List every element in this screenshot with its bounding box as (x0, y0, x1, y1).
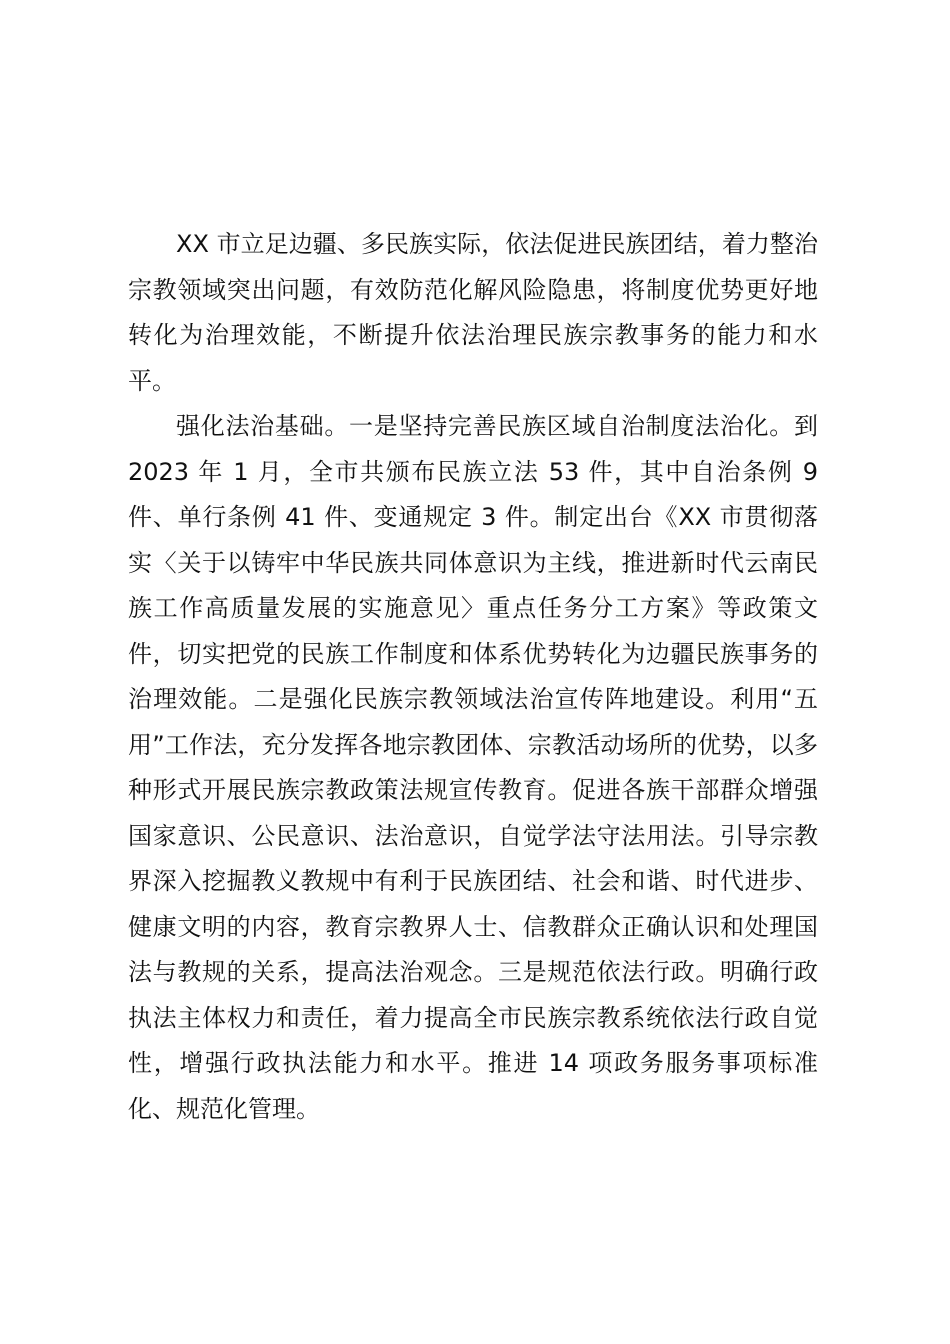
paragraph-rule-of-law: 强化法治基础。一是坚持完善民族区域自治制度法治化。到 2023 年 1 月，全市共颁布民族立法 53 件，其中自治条例 9 件、单行条例 41 件、变通规定 3 件。制定出台《XX 市贯彻落实〈关于以铸牢中华民族共同体意识为主线，推进新时代云南民族工作高质量发展的实施意见〉重点任务分工方案》等政策文件，切实把党的民族工作制度和体系优势转化为边疆民族事务的治理效能。二是强化民族宗教领域法治宣传阵地建设。利用“五用”工作法，充分发挥各地宗教团体、宗教活动场所的优势，以多种形式开展民族宗教政策法规宣传教育。促进各族干部群众增强国家意识、公民意识、法治意识，自觉学法守法用法。引导宗教界深入挖掘教义教规中有利于民族团结、社会和谐、时代进步、健康文明的内容，教育宗教界人士、信教群众正确认识和处理国法与教规的关系，提高法治观念。三是规范依法行政。明确行政执法主体权力和责任，着力提高全市民族宗教系统依法行政自觉性，增强行政执法能力和水平。推进 14 项政务服务事项标准化、规范化管理。 (128, 412, 818, 1123)
paragraph-intro: XX 市立足边疆、多民族实际，依法促进民族团结，着力整治宗教领域突出问题，有效防范化解风险隐患，将制度优势更好地转化为治理效能，不断提升依法治理民族宗教事务的能力和水平。 (128, 230, 818, 395)
document-body (128, 222, 818, 1132)
